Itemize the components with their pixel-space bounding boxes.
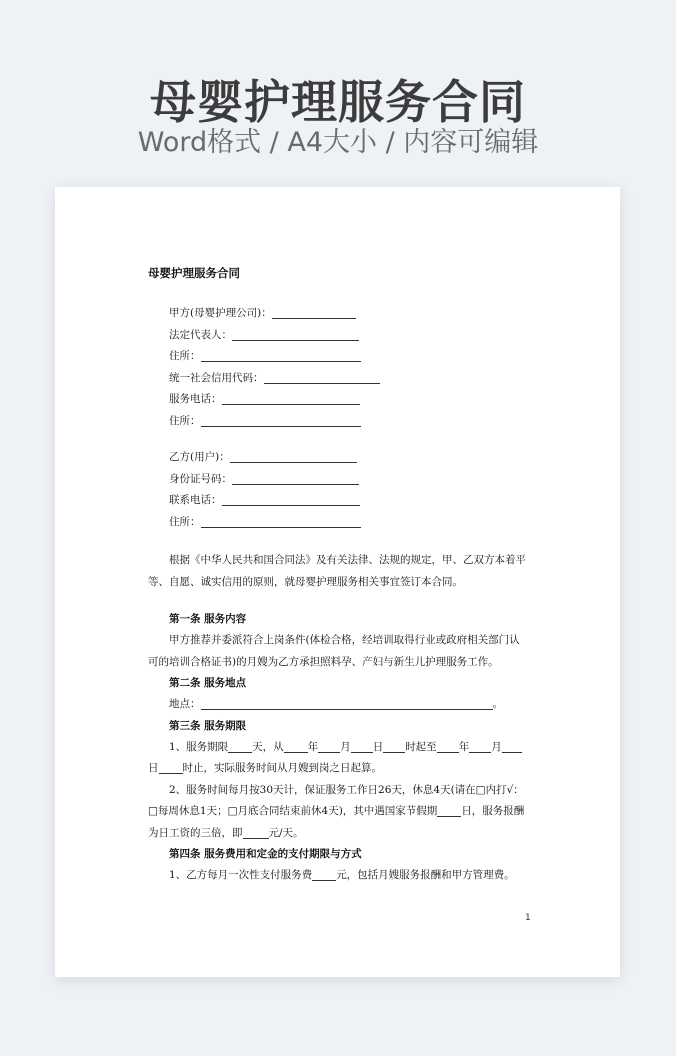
term-text-4: 月 [340,740,351,753]
article-3-item-1 [148,737,528,780]
party-b-phone-row [148,490,528,512]
term-text-1: 1、服务期限 [169,740,229,753]
end-month-blank[interactable] [469,739,491,753]
term-text-2: 天，从 [252,740,284,753]
party-a-phone-blank[interactable] [222,390,360,405]
holiday-days-blank[interactable] [437,803,461,817]
party-a-addr-row [148,346,528,368]
party-a-label: 甲方(母婴护理公司)： [169,307,272,319]
page-number: 1 [525,913,531,923]
article-2-location-row [148,694,528,716]
article-1-heading: 第一条 服务内容 [169,613,247,625]
article-2-heading: 第二条 服务地点 [169,677,247,689]
party-b-addr-blank[interactable] [201,513,361,528]
party-a-addr-blank[interactable] [201,347,361,362]
holiday-pay-blank[interactable] [243,825,269,839]
preamble-paragraph: 根据《中华人民共和国合同法》及有关法律、法规的规定，甲、乙双方本着平等、自愿、诚实信用的原则，就母婴护理服务相关事宜签订本合同。 [148,554,526,588]
term-text-5: 日 [372,740,384,753]
start-day-blank[interactable] [351,739,373,753]
article-3-heading: 第三条 服务期限 [169,719,247,732]
hero-title: 母婴护理服务合同 [150,75,526,129]
end-year-blank[interactable] [437,739,459,753]
party-a-addr2-row [148,411,528,433]
party-b-label: 乙方(用户)： [169,451,230,463]
fee-text-2: 元，包括月嫂服务报酬和甲方管理费。 [336,869,515,881]
party-a-credit-row [148,368,528,390]
party-a-rep-row [148,325,528,347]
end-hour-blank[interactable] [159,760,183,774]
term-text-7: 年 [458,740,470,753]
term-text-10: 时止，实际服务时间从月嫂到岗之日起算。 [182,762,382,774]
party-b-addr-row [148,512,528,534]
schedule-text-1: 2、服务时间每月按30天计，保证服务工作日26天，休息4天(请在□内打√：□每周休息1天；□月底合同结束前休4天)，其中遇国家节假期 [148,783,524,817]
party-a-addr-label: 住所： [169,350,201,362]
party-b-phone-blank[interactable] [222,491,360,506]
term-text-6: 时起至 [405,740,437,753]
term-text-3: 年 [307,740,319,753]
party-b-id-label: 身份证号码： [169,472,232,485]
start-month-blank[interactable] [318,739,340,753]
article-4-heading: 第四条 服务费用和定金的支付期限与方式 [169,848,362,860]
start-year-blank[interactable] [284,739,308,753]
monthly-fee-blank[interactable] [312,867,336,881]
party-b-addr-label: 住所： [169,515,201,528]
fee-text-1: 1、乙方每月一次性支付服务费 [169,869,313,881]
party-b-blank[interactable] [230,448,357,463]
party-a-blank[interactable] [272,304,356,319]
document-page [55,187,620,977]
party-a-phone-label: 服务电话： [169,393,222,405]
party-b-phone-label: 联系电话： [169,494,222,506]
article-3-item-2 [148,780,528,845]
party-a-rep-label: 法定代表人： [169,328,232,341]
party-a-phone-row [148,389,528,411]
start-hour-blank[interactable] [383,739,405,753]
term-days-blank[interactable] [228,739,252,753]
location-blank[interactable] [201,695,493,710]
party-a-rep-blank[interactable] [232,326,359,341]
schedule-text-2: 日，服务报酬为日工资的三倍，即 [148,805,525,839]
schedule-text-3: 元/天。 [268,826,304,839]
party-a-credit-blank[interactable] [264,369,380,384]
party-a-row [148,303,528,325]
hero-subtitle: Word格式 / A4大小 / 内容可编辑 [137,127,539,158]
party-a-credit-label: 统一社会信用代码： [169,371,264,384]
document-title: 母婴护理服务合同 [148,266,240,280]
term-text-9: 日 [148,762,159,774]
location-end: 。 [492,698,503,710]
article-1-body: 甲方推荐并委派符合上岗条件(体检合格，经培训取得行业或政府相关部门认可的培训合格证书)的月嫂为乙方承担照料孕、产妇与新生儿护理服务工作。 [148,634,520,668]
party-b-id-row [148,469,528,491]
party-b-row [148,447,528,469]
location-label: 地点： [169,698,201,710]
end-day-blank[interactable] [502,739,522,753]
document-body [148,265,528,887]
article-4-item-1 [148,865,528,887]
term-text-8: 月 [491,740,502,753]
party-a-addr2-blank[interactable] [201,412,361,427]
party-b-id-blank[interactable] [232,470,359,485]
party-a-addr2-label: 住所： [169,414,201,427]
